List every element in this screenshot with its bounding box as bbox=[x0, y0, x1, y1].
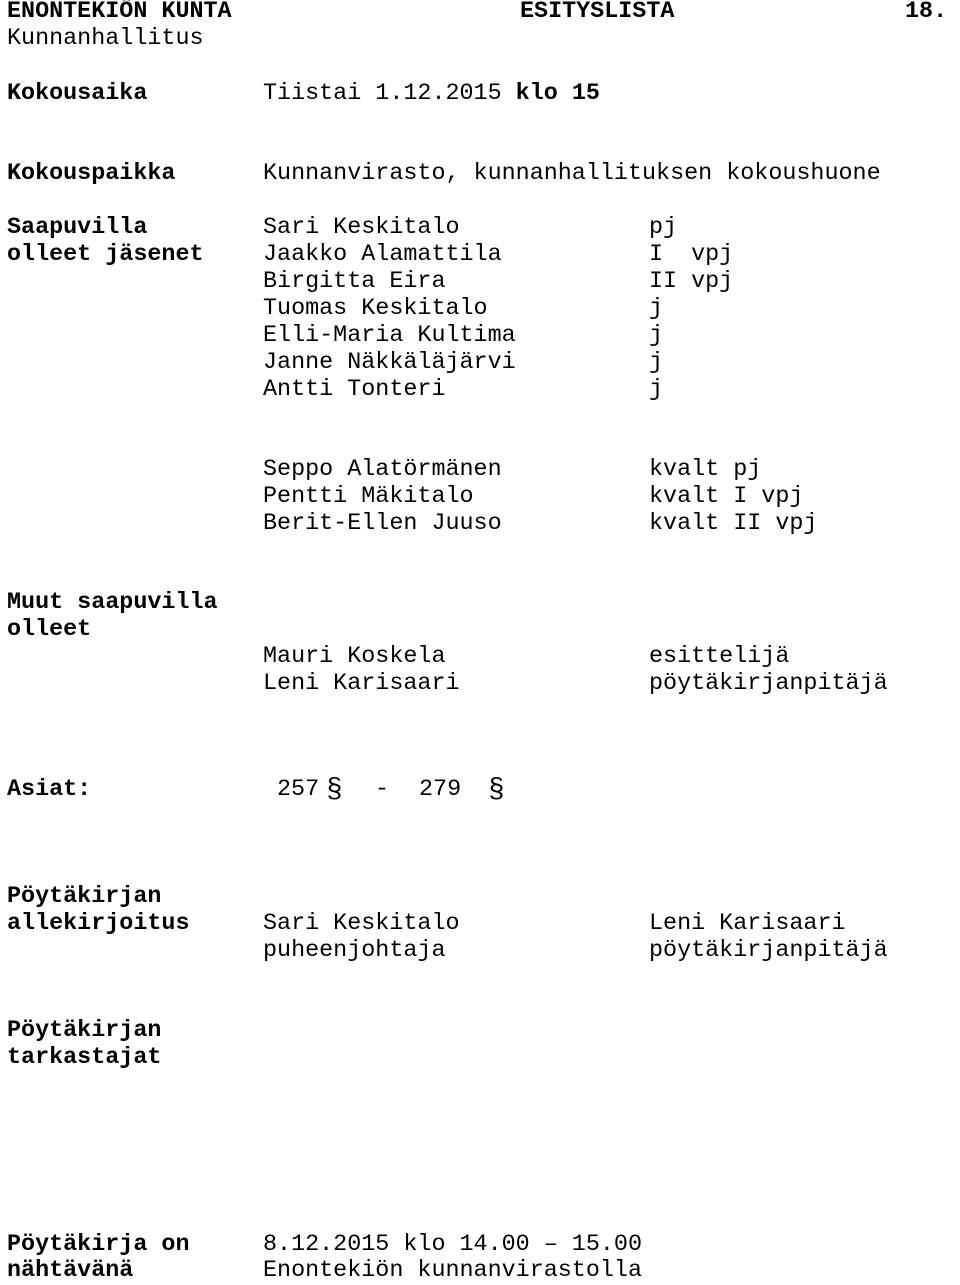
deputy-name: Seppo Alatörmänen bbox=[263, 457, 502, 483]
matters-from: 257 bbox=[277, 777, 320, 803]
member-name: Tuomas Keskitalo bbox=[263, 296, 488, 322]
meeting-place-value: Kunnanvirasto, kunnanhallituksen kokoushuone bbox=[263, 161, 881, 187]
other-role: esittelijä bbox=[649, 644, 790, 670]
matters-dash: - bbox=[375, 777, 390, 803]
section-symbol: § bbox=[488, 775, 505, 806]
member-role: pj bbox=[649, 215, 678, 241]
signature-label-line1: Pöytäkirjan bbox=[7, 884, 162, 910]
other-role: pöytäkirjanpitäjä bbox=[649, 671, 888, 697]
deputy-name: Berit-Ellen Juuso bbox=[263, 511, 502, 537]
member-role: j bbox=[649, 296, 664, 322]
deputy-role: kvalt II vpj bbox=[649, 511, 818, 537]
inspectors-label-line2: tarkastajat bbox=[7, 1045, 162, 1071]
deputy-role: kvalt pj bbox=[649, 457, 762, 483]
section-symbol: § bbox=[326, 775, 343, 806]
secretary-name: Leni Karisaari bbox=[649, 911, 846, 937]
others-label-line2: olleet bbox=[7, 617, 92, 643]
matters-label: Asiat: bbox=[7, 777, 92, 803]
member-name: Antti Tonteri bbox=[263, 377, 446, 403]
member-role: j bbox=[649, 323, 664, 349]
member-name: Janne Näkkäläjärvi bbox=[263, 350, 516, 376]
member-name: Sari Keskitalo bbox=[263, 215, 460, 241]
body-name: Kunnanhallitus bbox=[7, 26, 204, 52]
meeting-day: Tiistai 1.12.2015 bbox=[263, 81, 502, 107]
deputy-role: kvalt I vpj bbox=[649, 484, 804, 510]
signature-label-line2: allekirjoitus bbox=[7, 911, 190, 937]
chair-title: puheenjohtaja bbox=[263, 938, 446, 964]
secretary-title: pöytäkirjanpitäjä bbox=[649, 938, 888, 964]
meeting-place-label: Kokouspaikka bbox=[7, 161, 176, 187]
chair-name: Sari Keskitalo bbox=[263, 911, 460, 937]
others-label-line1: Muut saapuvilla bbox=[7, 590, 218, 616]
member-role: j bbox=[649, 350, 664, 376]
member-role: II vpj bbox=[649, 269, 734, 295]
document-type: ESITYSLISTA bbox=[520, 0, 675, 25]
matters-to: 279 bbox=[419, 777, 462, 803]
members-label-line2: olleet jäsenet bbox=[7, 242, 204, 268]
member-name: Jaakko Alamattila bbox=[263, 242, 502, 268]
meeting-time-label: Kokousaika bbox=[7, 81, 148, 107]
display-label-line1: Pöytäkirja on bbox=[7, 1232, 190, 1258]
municipality-name: ENONTEKIÖN KUNTA bbox=[7, 0, 232, 25]
member-role: j bbox=[649, 377, 664, 403]
member-name: Birgitta Eira bbox=[263, 269, 446, 295]
other-name: Leni Karisaari bbox=[263, 671, 460, 697]
other-name: Mauri Koskela bbox=[263, 644, 446, 670]
meeting-hour: klo 15 bbox=[515, 81, 600, 107]
member-name: Elli-Maria Kultima bbox=[263, 323, 516, 349]
deputy-name: Pentti Mäkitalo bbox=[263, 484, 474, 510]
document-number: 18. bbox=[905, 0, 948, 25]
member-role: I vpj bbox=[649, 242, 734, 268]
members-label-line1: Saapuvilla bbox=[7, 215, 148, 241]
display-time: 8.12.2015 klo 14.00 – 15.00 bbox=[263, 1232, 642, 1258]
display-place: Enontekiön kunnanvirastolla bbox=[263, 1258, 642, 1284]
inspectors-label-line1: Pöytäkirjan bbox=[7, 1018, 162, 1044]
display-label-line2: nähtävänä bbox=[7, 1258, 134, 1284]
meeting-time-value bbox=[263, 81, 600, 108]
